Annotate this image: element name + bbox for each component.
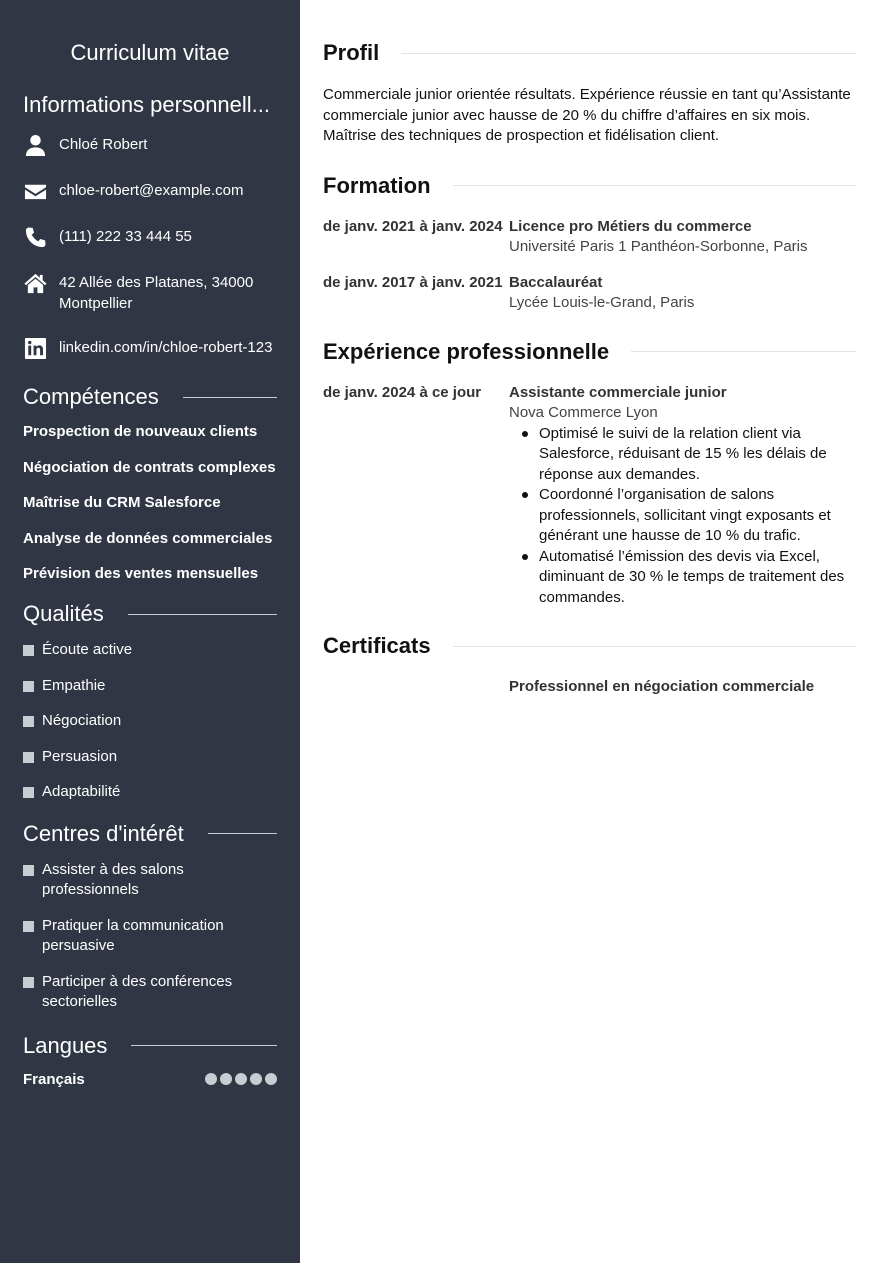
interests-list (23, 860, 277, 1013)
skills-list (23, 422, 277, 584)
experience-heading (323, 339, 856, 365)
contact-name-value: Chloé Robert (59, 136, 148, 153)
education-body (509, 273, 856, 314)
languages-section (23, 1033, 277, 1088)
education-entry (323, 217, 856, 258)
skill-item: Prospection de nouveaux clients (23, 423, 258, 440)
linkedin-icon (23, 336, 47, 360)
interests-heading-rule (208, 833, 277, 834)
phone-icon (23, 225, 47, 249)
quality-text: Empathie (42, 676, 106, 694)
contact-email-value[interactable]: chloe-robert@example.com (59, 182, 244, 199)
qualities-section (23, 601, 277, 803)
profile-section (323, 0, 856, 147)
square-bullet-icon (23, 865, 34, 876)
skill-item: Maîtrise du CRM Salesforce (23, 494, 221, 512)
education-school: Université Paris 1 Panthéon-Sorbonne, Paris (509, 238, 808, 255)
interest-text: Pratiquer la communication persuasive (42, 916, 224, 955)
quality-text: Adaptabilité (42, 783, 121, 801)
experience-entry (323, 383, 856, 609)
languages-heading-rule (131, 1045, 277, 1046)
sidebar (0, 0, 300, 1263)
qualities-heading-rule (128, 614, 277, 615)
experience-bullets (509, 424, 856, 609)
level-dot (235, 1073, 247, 1085)
certificates-heading (323, 633, 856, 659)
personal-info-section (23, 92, 277, 360)
square-bullet-icon (23, 716, 34, 727)
interests-heading-text: Centres d'intérêt (23, 820, 184, 846)
interest-item (23, 860, 277, 901)
experience-bullet: Optimisé le suivi de la relation client via Salesforce, réduisant de 15 % les délais de réponse aux demandes. (509, 424, 856, 486)
experience-bullet: Automatisé l’émission des devis via Excel, diminuant de 30 % le temps de traitement des commandes. (509, 547, 856, 609)
contact-linkedin (23, 338, 277, 360)
interests-section (23, 821, 277, 1013)
level-dot (205, 1073, 217, 1085)
qualities-heading-text: Qualités (23, 601, 104, 627)
skills-heading-rule (183, 397, 277, 398)
square-bullet-icon (23, 752, 34, 763)
quality-item (23, 676, 277, 697)
education-entry (323, 273, 856, 314)
education-heading-text: Formation (323, 172, 431, 198)
experience-bullet: Coordonné l’organisation de salons professionnels, sollicitant vingt exposants et générant une hausse de 10 % du trafic. (509, 485, 856, 547)
language-name: Français (23, 1070, 85, 1088)
contact-address (23, 273, 277, 314)
experience-date: de janv. 2024 à ce jour (323, 383, 482, 401)
quality-item (23, 782, 277, 803)
education-heading-rule (453, 185, 856, 186)
contact-name (23, 135, 277, 157)
quality-text: Persuasion (42, 747, 118, 765)
interest-text: Assister à des salons professionnels (42, 860, 184, 899)
interests-heading (23, 821, 277, 847)
skill-item: Analyse de données commerciales (23, 529, 273, 547)
main-content (323, 0, 856, 698)
languages-heading-text: Langues (23, 1032, 108, 1058)
qualities-list (23, 640, 277, 803)
experience-heading-text: Expérience professionnelle (323, 338, 610, 364)
education-body (509, 217, 856, 258)
personal-info-heading (23, 92, 277, 118)
contact-linkedin-value[interactable]: linkedin.com/in/chloe-robert-123 (59, 339, 273, 356)
education-heading (323, 173, 856, 199)
quality-item (23, 747, 277, 768)
skills-heading-text: Compétences (23, 384, 159, 409)
contact-list (23, 135, 277, 360)
profile-text: Commerciale junior orientée résultats. Expérience réussie en tant qu’Assistante commerciale junior avec hausse de 20 % du chiffre d’affaires en six mois. Maîtrise des techniques de prospection et fidélisation client. (323, 86, 851, 144)
education-school: Lycée Louis-le-Grand, Paris (509, 294, 695, 311)
education-title: Licence pro Métiers du commerce (509, 217, 752, 235)
home-icon (23, 271, 47, 295)
skills-section (23, 384, 277, 584)
square-bullet-icon (23, 921, 34, 932)
skills-heading (23, 384, 277, 410)
profile-heading-text: Profil (323, 40, 380, 65)
experience-body (509, 383, 856, 609)
contact-phone (23, 227, 277, 249)
experience-company: Nova Commerce Lyon (509, 404, 658, 421)
skill-item: Prévision des ventes mensuelles (23, 565, 259, 583)
interest-item (23, 972, 277, 1013)
quality-item (23, 640, 277, 661)
contact-phone-value: (111) 222 33 444 55 (59, 228, 192, 245)
square-bullet-icon (23, 645, 34, 656)
certificates-section (323, 633, 856, 698)
education-date: de janv. 2017 à janv. 2021 (323, 273, 503, 291)
level-dot (265, 1073, 277, 1085)
quality-item (23, 711, 277, 732)
quality-text: Écoute active (42, 641, 133, 659)
contact-address-value: 42 Allée des Platanes, 34000 Montpellier (59, 274, 254, 312)
certificate-title: Professionnel en négociation commerciale (509, 678, 815, 695)
interest-text: Participer à des conférences sectorielles (42, 972, 233, 1011)
user-icon (23, 133, 47, 157)
level-dot (220, 1073, 232, 1085)
language-row (23, 1071, 277, 1088)
cv-title: Curriculum vitae (70, 40, 230, 65)
certificate-body (509, 677, 856, 698)
education-section (323, 173, 856, 314)
level-dot (250, 1073, 262, 1085)
personal-info-heading-text: Informations personnell... (23, 92, 271, 117)
square-bullet-icon (23, 681, 34, 692)
certificate-entry (323, 677, 856, 698)
experience-title: Assistante commerciale junior (509, 383, 727, 401)
certificate-date (323, 677, 509, 698)
skill-item: Négociation de contrats complexes (23, 458, 276, 476)
experience-section (323, 339, 856, 609)
education-title: Baccalauréat (509, 273, 603, 291)
quality-text: Négociation (42, 712, 122, 730)
profile-heading (323, 40, 856, 66)
contact-email (23, 181, 277, 203)
language-level-dots (205, 1073, 277, 1085)
certificates-heading-rule (453, 646, 856, 647)
interest-item (23, 916, 277, 957)
qualities-heading (23, 601, 277, 627)
certificates-heading-text: Certificats (323, 633, 431, 658)
experience-heading-rule (631, 351, 856, 352)
envelope-icon (23, 179, 47, 203)
profile-heading-rule (401, 53, 856, 54)
education-date: de janv. 2021 à janv. 2024 (323, 217, 503, 235)
square-bullet-icon (23, 787, 34, 798)
square-bullet-icon (23, 977, 34, 988)
languages-heading (23, 1033, 277, 1059)
